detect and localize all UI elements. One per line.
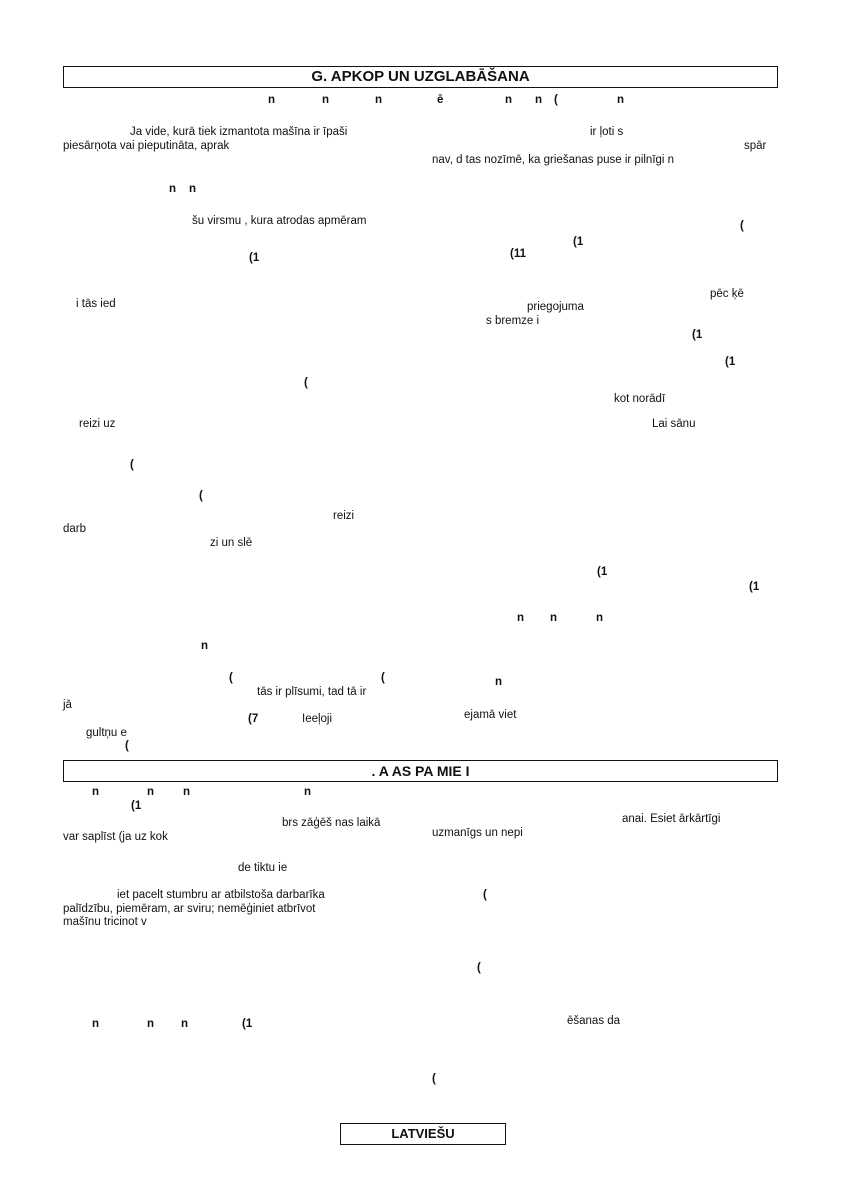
- text-fragment: n: [147, 786, 155, 798]
- text-fragment: zi un slē: [210, 537, 253, 549]
- text-fragment: (: [432, 1073, 436, 1085]
- text-fragment: anai. Esiet ārkārtīgi: [622, 813, 721, 825]
- text-fragment: iet pacelt stumbru ar atbilstoša darbarīka: [117, 889, 325, 901]
- text-fragment: (: [229, 672, 233, 684]
- text-fragment: nav, d tas nozīmē, ka griešanas puse ir pilnīgi n: [432, 154, 675, 166]
- text-fragment: (: [130, 459, 134, 471]
- text-fragment: n: [189, 183, 197, 195]
- text-fragment: Ja vide, kurā tiek izmantota mašīna ir īpaši: [130, 126, 348, 138]
- text-fragment: darb: [63, 523, 87, 535]
- text-fragment: i tās ied: [76, 298, 116, 310]
- text-fragment: n: [304, 786, 312, 798]
- text-fragment: ir ļoti s: [590, 126, 624, 138]
- text-fragment: mašīnu tricinot v: [63, 916, 147, 928]
- text-fragment: ejamā viet: [464, 709, 517, 721]
- text-fragment: s bremze i: [486, 315, 540, 327]
- text-fragment: n: [147, 1018, 155, 1030]
- text-fragment: ē: [437, 94, 444, 106]
- text-fragment: (11: [510, 248, 526, 260]
- text-fragment: n: [92, 1018, 100, 1030]
- text-fragment: palīdzību, piemēram, ar sviru; nemēģiniet atbrīvot: [63, 903, 316, 915]
- text-fragment: n: [322, 94, 330, 106]
- text-fragment: (1: [692, 329, 703, 341]
- text-fragment: jā: [63, 699, 72, 711]
- text-fragment: n: [550, 612, 558, 624]
- text-fragment: kot norādī: [614, 393, 666, 405]
- text-fragment: (: [125, 740, 129, 752]
- text-fragment: (: [477, 962, 481, 974]
- text-fragment: n: [505, 94, 513, 106]
- text-fragment: var saplīst (ja uz kok: [63, 831, 168, 843]
- text-fragment: reizi uz: [79, 418, 116, 430]
- text-fragment: ēšanas da: [567, 1015, 621, 1027]
- text-fragment: (1: [749, 581, 760, 593]
- section-g-title: G. APKOP UN UZGLABĀŠANA: [63, 66, 778, 88]
- text-fragment: (1: [242, 1018, 253, 1030]
- text-fragment: n: [169, 183, 177, 195]
- text-fragment: de tiktu ie: [238, 862, 288, 874]
- text-fragment: (: [554, 94, 558, 106]
- text-fragment: tās ir plīsumi, tad tā ir: [257, 686, 367, 698]
- text-fragment: n: [183, 786, 191, 798]
- text-fragment: (: [381, 672, 385, 684]
- text-fragment: n: [495, 676, 503, 688]
- text-fragment: reizi: [333, 510, 355, 522]
- text-fragment: n: [517, 612, 525, 624]
- text-fragment: n: [617, 94, 625, 106]
- text-fragment: uzmanīgs un nepi: [432, 827, 523, 839]
- text-fragment: (: [740, 220, 744, 232]
- text-fragment: pēc ķē: [710, 288, 744, 300]
- text-fragment: (1: [597, 566, 608, 578]
- text-fragment: (1: [131, 800, 142, 812]
- text-fragment: priegojuma: [527, 301, 584, 313]
- section-h-title: . A AS PA MIE I: [63, 760, 778, 782]
- text-fragment: (1: [725, 356, 736, 368]
- text-fragment: spār: [744, 140, 767, 152]
- text-fragment: (1: [249, 252, 260, 264]
- text-fragment: (: [304, 377, 308, 389]
- text-fragment: n: [201, 640, 209, 652]
- text-fragment: (1: [573, 236, 584, 248]
- text-fragment: n: [181, 1018, 189, 1030]
- text-fragment: gultņu e: [86, 727, 127, 739]
- text-fragment: n: [375, 94, 383, 106]
- text-fragment: brs zāģēš nas laikā: [282, 817, 381, 829]
- text-fragment: Ieeļoji: [302, 713, 333, 725]
- text-fragment: Lai sānu: [652, 418, 696, 430]
- text-fragment: n: [92, 786, 100, 798]
- language-footer-label: LATVIEŠU: [340, 1123, 506, 1145]
- text-fragment: (: [199, 490, 203, 502]
- text-fragment: (7: [248, 713, 259, 725]
- text-fragment: n: [535, 94, 543, 106]
- text-fragment: n: [268, 94, 276, 106]
- text-fragment: piesārņota vai pieputināta, aprak: [63, 140, 230, 152]
- text-fragment: šu virsmu , kura atrodas apmēram: [192, 215, 367, 227]
- text-fragment: (: [483, 889, 487, 901]
- text-fragment: n: [596, 612, 604, 624]
